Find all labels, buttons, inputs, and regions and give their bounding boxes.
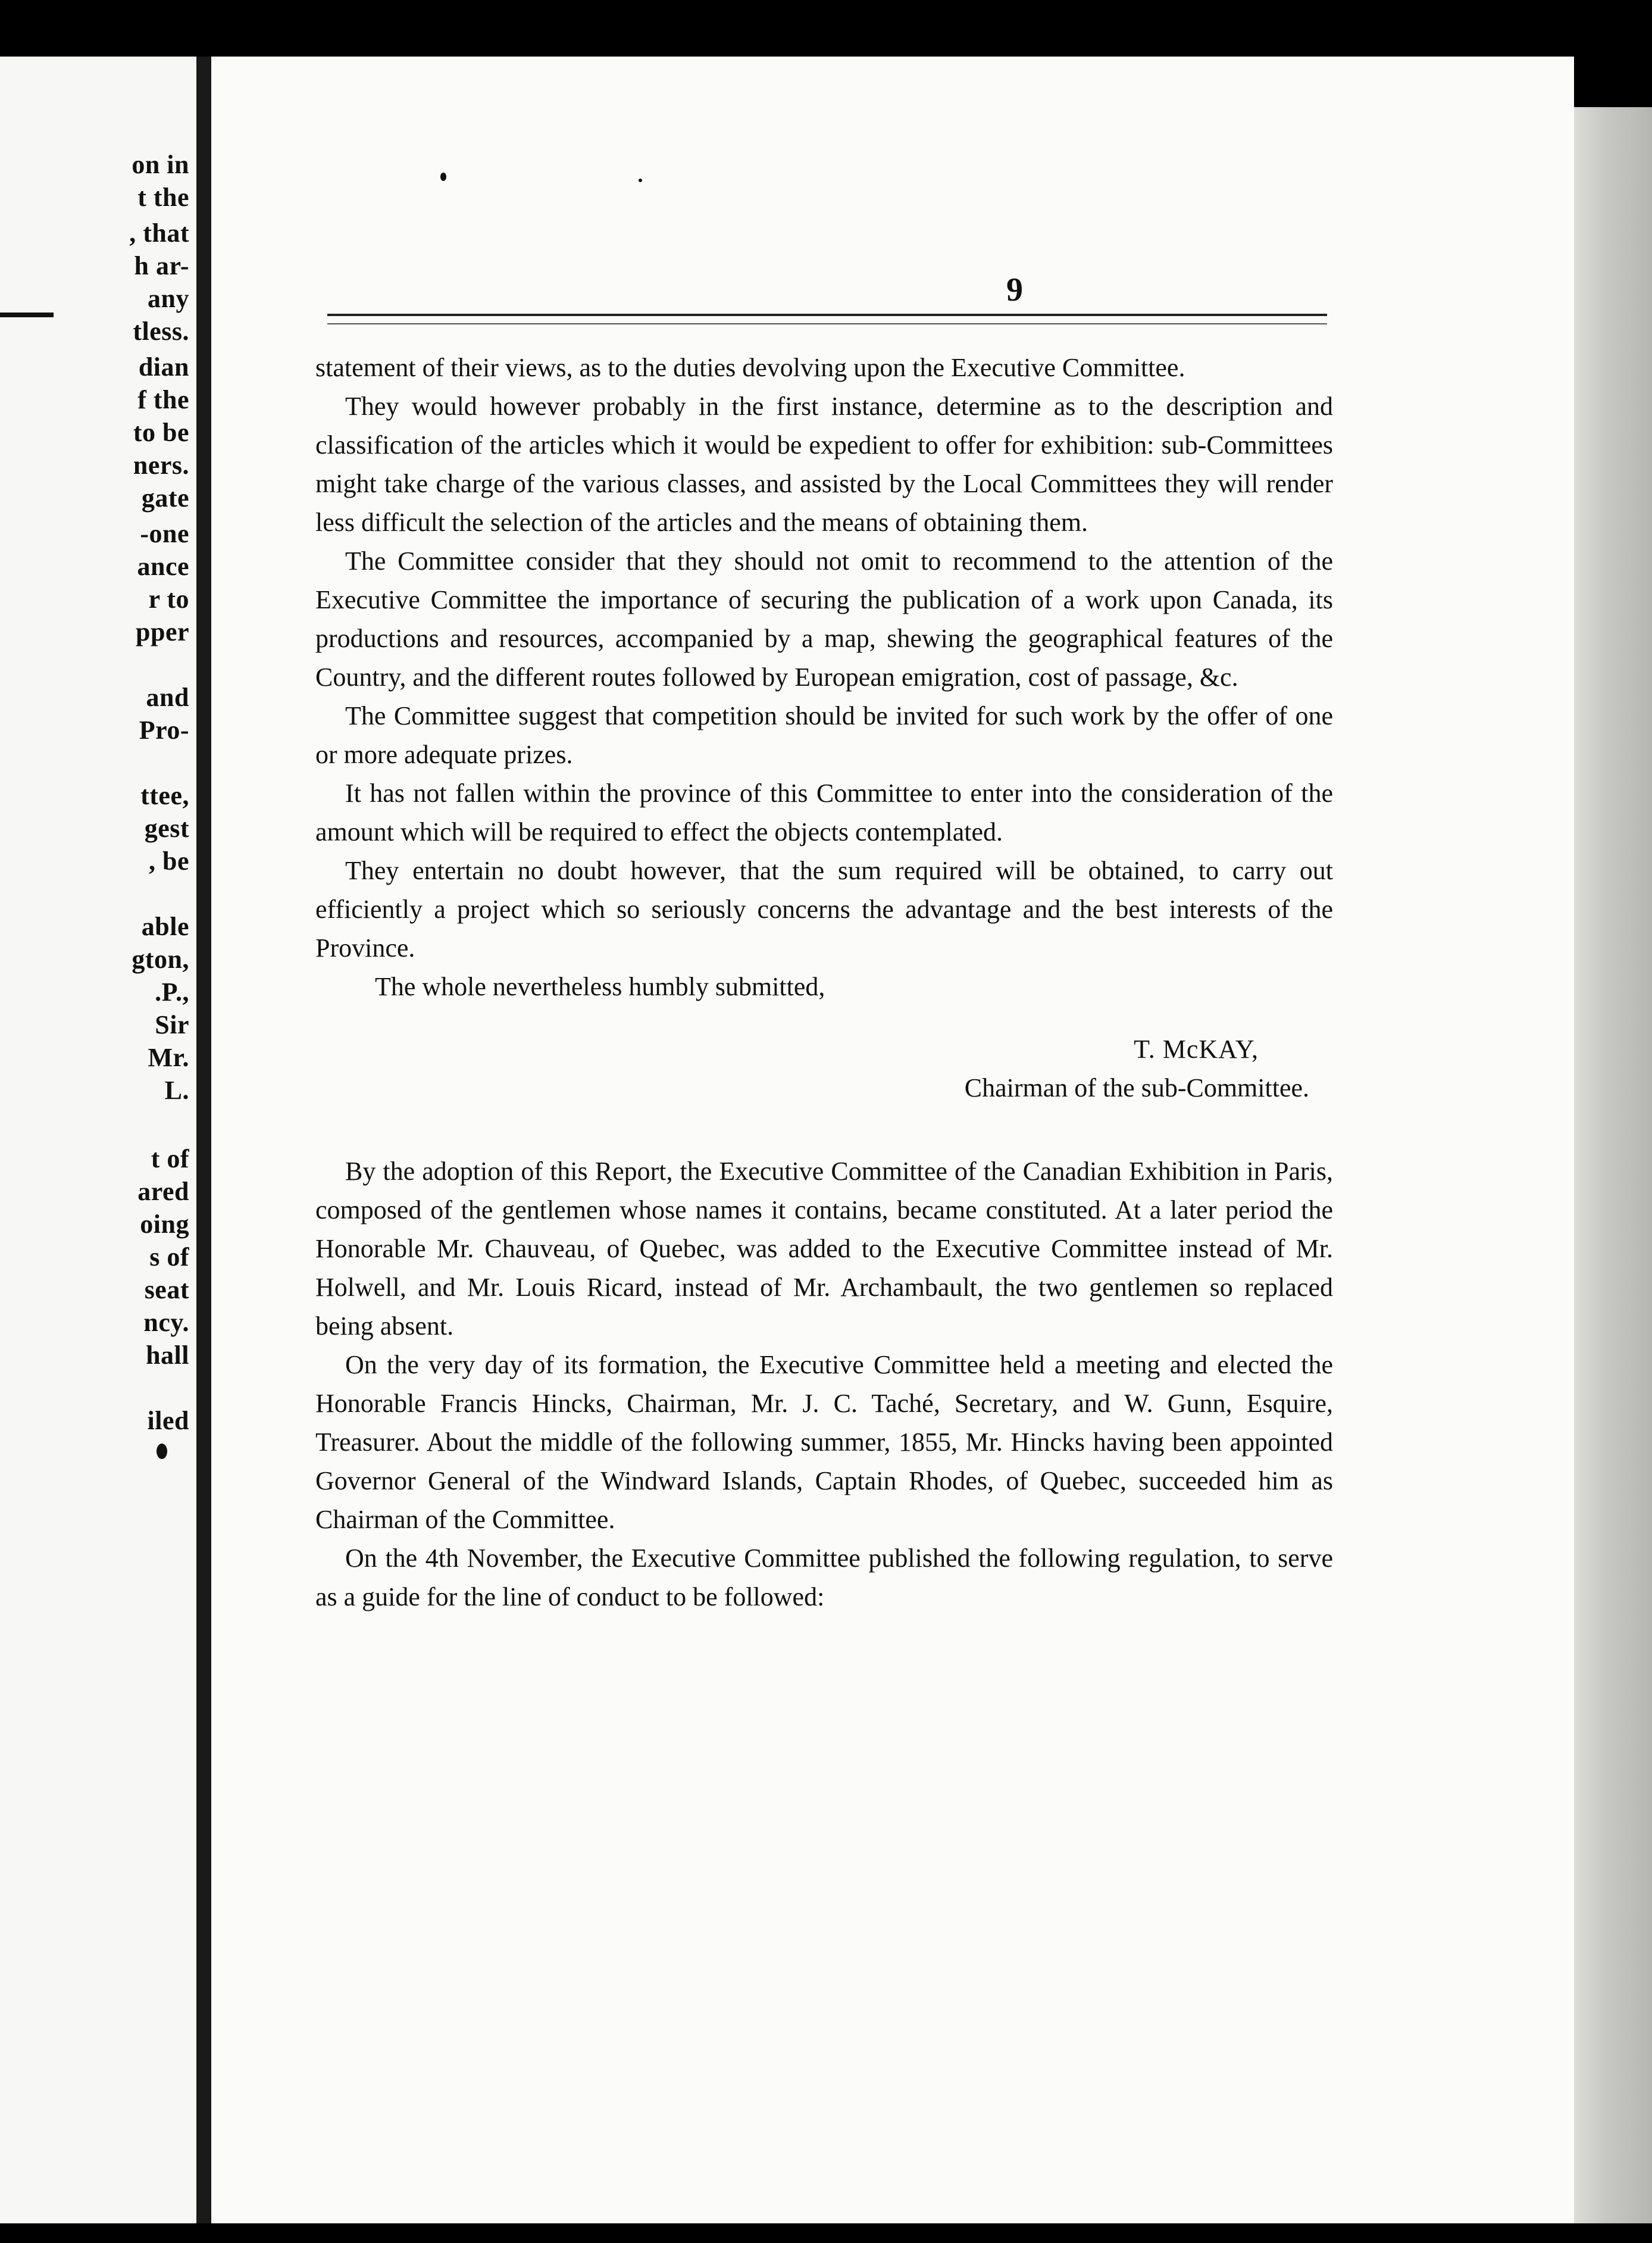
paragraph: They entertain no doubt however, that the sum required will be obtained, to carry out efficiently a project which so seriously concerns the advantage and the best interests of the Province. (315, 856, 1333, 963)
paragraph: It has not fallen within the province of this Committee to enter into the consideration of the amount which will be required to effect the objects contemplated. (315, 779, 1333, 846)
left-page-line: iled (147, 1406, 189, 1435)
left-page-line: t of (151, 1144, 189, 1173)
signature-title: Chairman of the sub-Committee. (964, 1073, 1309, 1102)
left-page-line: gate (141, 483, 189, 513)
left-page-line: Sir (155, 1010, 189, 1039)
left-page-line: L. (164, 1076, 189, 1105)
paragraph: They would however probably in the first instance, determine as to the description and classification of the articles which it would be expedient to offer for exhibition: sub-Committees might take charge of the various classes, and assisted by the Local Committees they will render less difficult the selection of the articles and the means of obtaining them. (315, 392, 1333, 537)
left-page-line: -one (140, 519, 189, 548)
paragraph: The Committee consider that they should not omit to recommend to the attention of the Executive Committee the importance of securing the publication of a work upon Canada, its productions and resources, accompanied by a map, shewing the geographical features of the Country, and the different routes followed by European emigration, cost of passage, &c. (315, 546, 1333, 692)
paragraph: The Committee suggest that competition should be invited for such work by the offer of one or more adequate prizes. (315, 701, 1333, 769)
left-page-line: pper (136, 617, 189, 646)
left-page-line: ncy. (143, 1308, 189, 1337)
left-page-line: dian (138, 352, 189, 382)
left-page-line: Pro- (139, 716, 189, 745)
left-page-line: ners. (133, 451, 189, 480)
left-page-line: , be (149, 846, 189, 876)
left-page-line: ttee, (140, 781, 189, 810)
left-page-line: h ar- (134, 251, 189, 280)
left-page-line: s of (149, 1242, 189, 1272)
narrative-paragraphs (315, 1152, 1333, 1616)
paragraph: The whole nevertheless humbly submitted, (375, 972, 825, 1001)
left-page-line: on in (132, 150, 189, 179)
paragraph: On the 4th November, the Executive Committee published the following regulation, to serve as a guide for the line of conduct to be followed: (315, 1544, 1333, 1611)
ink-speck (157, 1444, 167, 1459)
left-page-line: ance (137, 552, 189, 581)
main-page (211, 57, 1574, 2223)
left-page-line: f the (137, 385, 189, 414)
signature-block (315, 1030, 1333, 1107)
paragraph: On the very day of its formation, the Executive Committee held a meeting and elected the Honorable Francis Hincks, Chairman, Mr. J. C. Taché, Secretary, and W. Gunn, Esquire, Treasurer. About the middle of the following summer, 1855, Mr. Hincks having been appointed Governor General of the Windward Islands, Captain Rhodes, of Quebec, succeeded him as Chairman of the Committee. (315, 1350, 1333, 1534)
left-page-line: able (141, 912, 189, 941)
ink-speck (440, 173, 446, 181)
paragraph: statement of their views, as to the duties devolving upon the Executive Committee. (315, 353, 1185, 382)
book-gutter (196, 57, 211, 2223)
left-page-fragments (0, 57, 196, 2223)
page-edge (1574, 107, 1652, 2223)
left-page-line: Mr. (148, 1043, 189, 1072)
left-page-line: hall (146, 1341, 189, 1370)
page-number: 9 (1006, 271, 1023, 308)
left-page-line: .P., (155, 977, 189, 1007)
left-page-line: oing (140, 1210, 189, 1239)
left-facing-page (0, 57, 196, 2223)
left-page-line: and (146, 683, 189, 712)
header-rule (327, 314, 1327, 324)
left-page-line: r to (148, 585, 189, 614)
left-page-line: any (148, 284, 189, 313)
left-page-line: , that (129, 218, 189, 248)
left-page-line: to be (133, 418, 189, 447)
left-page-line: ared (137, 1177, 189, 1206)
left-page-line: tless. (133, 317, 189, 346)
report-paragraphs (315, 348, 1333, 1006)
ink-speck (639, 179, 642, 182)
left-page-line: gest (144, 814, 189, 843)
signature-name: T. McKAY, (1134, 1035, 1259, 1064)
paragraph: By the adoption of this Report, the Executive Committee of the Canadian Exhibition in Paris, composed of the gentlemen whose names it contains, became constituted. At a later period the Honorable Mr. Chauveau, of Quebec, was added to the Executive Committee instead of Mr. Holwell, and Mr. Louis Ricard, instead of Mr. Archambault, the two gentlemen so replaced being absent. (315, 1157, 1333, 1341)
left-page-line: gton, (132, 945, 189, 974)
body-text (315, 348, 1333, 1616)
left-page-line: seat (144, 1275, 189, 1304)
left-page-line: t the (137, 183, 189, 212)
